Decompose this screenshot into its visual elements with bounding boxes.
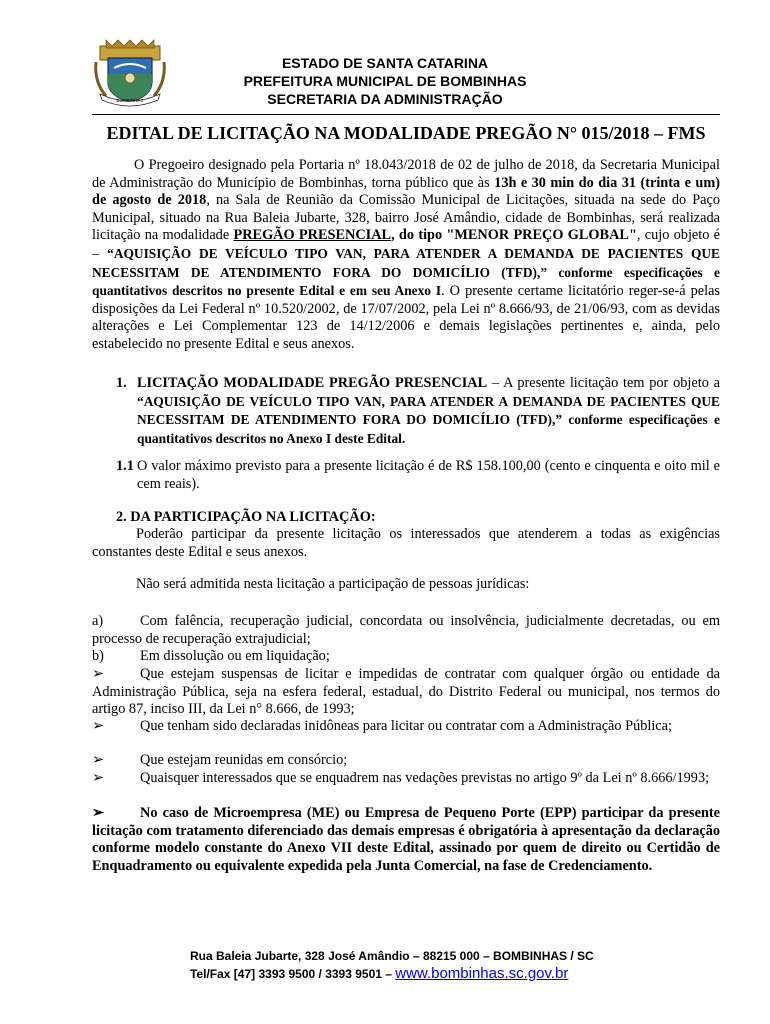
bullet-arrow-icon: ➢ [92,770,104,786]
bullet-arrow-icon: ➢ [92,666,104,682]
website-link[interactable]: www.bombinhas.sc.gov.br [395,965,569,982]
section-1-1-text: O valor máximo previsto para a presente licitação é de R$ 158.100,00 (cento e cinquenta e oito mil e cem reais). [137,458,720,492]
document-title: EDITAL DE LICITAÇÃO NA MODALIDADE PREGÃO N° 015/2018 – FMS [106,123,706,143]
section-1-number: 1. [116,375,127,391]
footer-contact: Tel/Fax [47] 3393 9500 / 3393 9501 – www.bombinhas.sc.gov.br [190,965,569,982]
intro-paragraph: O Pregoeiro designado pela Portaria nº 18.043/2018 de 02 de julho de 2018, da Secretaria Municipal de Administração do Município de Bombinhas, torna público que às 13h e 30 min do dia 31 (trinta e um) de agosto de 2018, na Sala de Reunião da Comissão Municipal de Licitações, situada na sede do Paço Municipal, situado na Rua Baleia Jubarte, 328, bairro José Amândio, cidade de Bombinhas, será realizada licitação na modalidade PREGÃO PRESENCIAL, do tipo "MENOR PREÇO GLOBAL", cujo objeto é – “AQUISIÇÃO DE VEÍCULO TIPO VAN, PARA ATENDER A DEMANDA DE PACIENTES QUE NECESSITAM DE ATENDIMENTO FORA DO DOMICÍLIO (TFD),” conforme especificações e quantitativos descritos no presente Edital e em seu Anexo I. O presente certame licitatório reger-se-á pelas disposições da Lei Federal nº 10.520/2002, de 17/07/2002, pela Lei nº 8.666/93, de 21/06/93, com as devidas alterações e Lei Complementar 123 de 14/12/2006 e demais legislações pertinentes e, ainda, pelo estabelecido no presente Edital e seus anexos. [92,157,721,352]
footer-address: Rua Baleia Jubarte, 328 José Amândio – 88215 000 – BOMBINHAS / SC [190,949,594,963]
bullet-arrow-icon: ➢ [92,718,104,734]
list-item-b: b) Em dissolução ou em liquidação; [92,648,330,664]
section-2-paragraph: Poderão participar da presente licitação os interessados que atenderem a todas as exigências constantes deste Edital e seus anexos. [92,526,720,560]
list-item-inidoneas: ➢ Que tenham sido declaradas inidôneas para licitar ou contratar com a Administração Pública; [92,718,672,734]
list-item-suspended: ➢ Que estejam suspensas de licitar e impedidas de contratar com qualquer órgão ou entidade da Administração Pública, seja na esfera federal, estadual, do Distrito Federal ou municipal, nos termos do artigo 87, inciso III, da Lei n° 8.666, de 1993; [92,666,720,718]
header-prefeitura: PREFEITURA MUNICIPAL DE BOMBINHAS [243,73,527,89]
header-divider [92,114,720,115]
list-item-me-epp: ➢ No caso de Microempresa (ME) ou Empresa de Pequeno Porte (EPP) participar da presente licitação com tratamento diferenciado das demais empresas é obrigatória à apresentação da declaração conforme modelo constante do Anexo VII deste Edital, assinado por quem de direito ou Certidão de Enquadramento ou equivalente expedida pela Junta Comercial, na fase de Credenciamento. [92,805,720,874]
list-item-vedacoes: ➢ Quaisquer interessados que se enquadrem nas vedações previstas no artigo 9º da Lei nº 8.666/1993; [92,770,710,786]
section-1-1-number: 1.1 [116,458,134,474]
list-item-consorcio: ➢ Que estejam reunidas em consórcio; [92,752,348,768]
municipal-crest [92,38,168,108]
header-secretaria: SECRETARIA DA ADMINISTRAÇÃO [267,91,503,107]
section-2-heading: 2. DA PARTICIPAÇÃO NA LICITAÇÃO: [116,509,376,525]
list-item-a: a) Com falência, recuperação judicial, concordata ou insolvência, judicialmente decretadas, ou em processo de recuperação extrajudicial; [92,613,720,647]
crest-ribbon-text: BOMBINHAS [116,98,144,103]
bullet-arrow-icon: ➢ [92,752,104,768]
bullet-arrow-icon: ➢ [92,805,104,821]
section-1-text: LICITAÇÃO MODALIDADE PREGÃO PRESENCIAL – A presente licitação tem por objeto a “AQUISIÇÃO DE VEÍCULO TIPO VAN, PARA ATENDER A DEMANDA DE PACIENTES QUE NECESSITAM DE ATENDIMENTO FORA DO DOMICÍLIO (TFD),” conforme especificações e quantitativos descritos no Anexo I deste Edital. [137,375,720,446]
header-state: ESTADO DE SANTA CATARINA [281,55,489,71]
section-2-exclusion-intro: Não será admitida nesta licitação a participação de pessoas jurídicas: [136,576,530,592]
